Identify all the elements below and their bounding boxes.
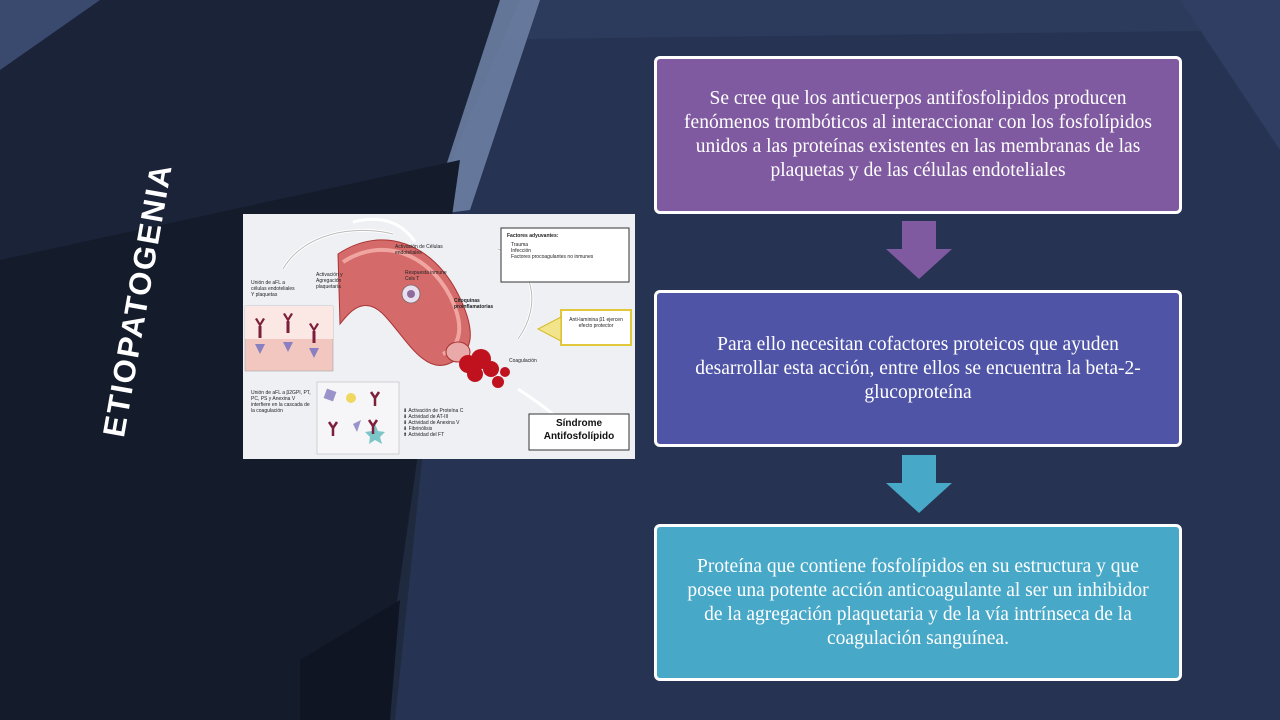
effect-item: ⬇ Actividad de AT-III <box>403 414 449 420</box>
label-activacion: Activación de Células endoteliales <box>395 244 443 256</box>
flow-box-3 <box>654 524 1182 681</box>
down-arrow-icon: ⬇ <box>403 408 409 414</box>
label-coagulacion: Coagulación <box>509 358 537 364</box>
effect-item: ⬇ Actividad de Anexina V <box>403 420 460 426</box>
up-arrow-icon: ⬆ <box>403 432 409 438</box>
effects-list <box>403 408 523 438</box>
effect-item: ⬇ Activación de Proteína C <box>403 408 464 414</box>
syndrome-label: Síndrome Antifosfolípido <box>543 418 615 442</box>
down-arrow-icon: ⬇ <box>403 414 409 420</box>
down-arrow-icon: ⬇ <box>403 420 409 426</box>
flow-box-2-text: Para ello necesitan cofactores proteicos que ayuden desarrollar esta acción, entre ellos se encuentra la beta-2-glucoproteína <box>695 333 1141 403</box>
flow-box-2 <box>654 290 1182 447</box>
factor-item: Infección <box>511 248 532 254</box>
down-arrow-icon <box>884 221 954 281</box>
flow-box-1-text: Se cree que los anticuerpos antifosfolipidos producen fenómenos trombóticos al interaccionar con los fosfolípidos unidos a las proteínas existentes en las membranas de las plaquetas y de las células endoteliales <box>684 88 1152 181</box>
label-union2: Unión de aFL a β2GPI, PT, PC, PS y Anexina V interfiere en la cascada de la coagulación <box>251 390 311 414</box>
down-arrow-icon <box>884 455 954 515</box>
effect-item: ⬇ Fibrinólisis <box>403 426 433 432</box>
factors-title: Factores adyuvantes: <box>507 233 559 239</box>
factors-list <box>511 242 623 260</box>
slide-title: ETIOPATOGENIA <box>96 160 179 440</box>
effect-item: ⬆ Actividad del FT <box>403 432 445 438</box>
label-union: Unión de aFL a células endoteliales Y plaquetas <box>251 280 295 298</box>
down-arrow-icon: ⬇ <box>403 426 409 432</box>
label-agregacion: Activación y Agregación plaquetaria <box>316 272 343 290</box>
label-citoquinas: Citoquinas proinflamatorias <box>454 298 494 310</box>
flow-box-1 <box>654 56 1182 214</box>
pathogenesis-figure <box>243 214 635 459</box>
label-respuesta: Respuesta inmune Cels T <box>405 270 447 282</box>
flow-box-3-text: Proteína que contiene fosfolípidos en su estructura y que posee una potente acción anticoagulante al ser un inhibidor de la agregación plaquetaria y de la vía intrínseca de la coagulación sanguínea. <box>687 555 1149 649</box>
factor-item: Factores procoagulantes no inmunes <box>511 254 594 260</box>
factor-item: Trauma <box>511 242 529 248</box>
anti-laminina-label: Anti-laminina β1 ejercen efecto protector <box>569 317 623 329</box>
